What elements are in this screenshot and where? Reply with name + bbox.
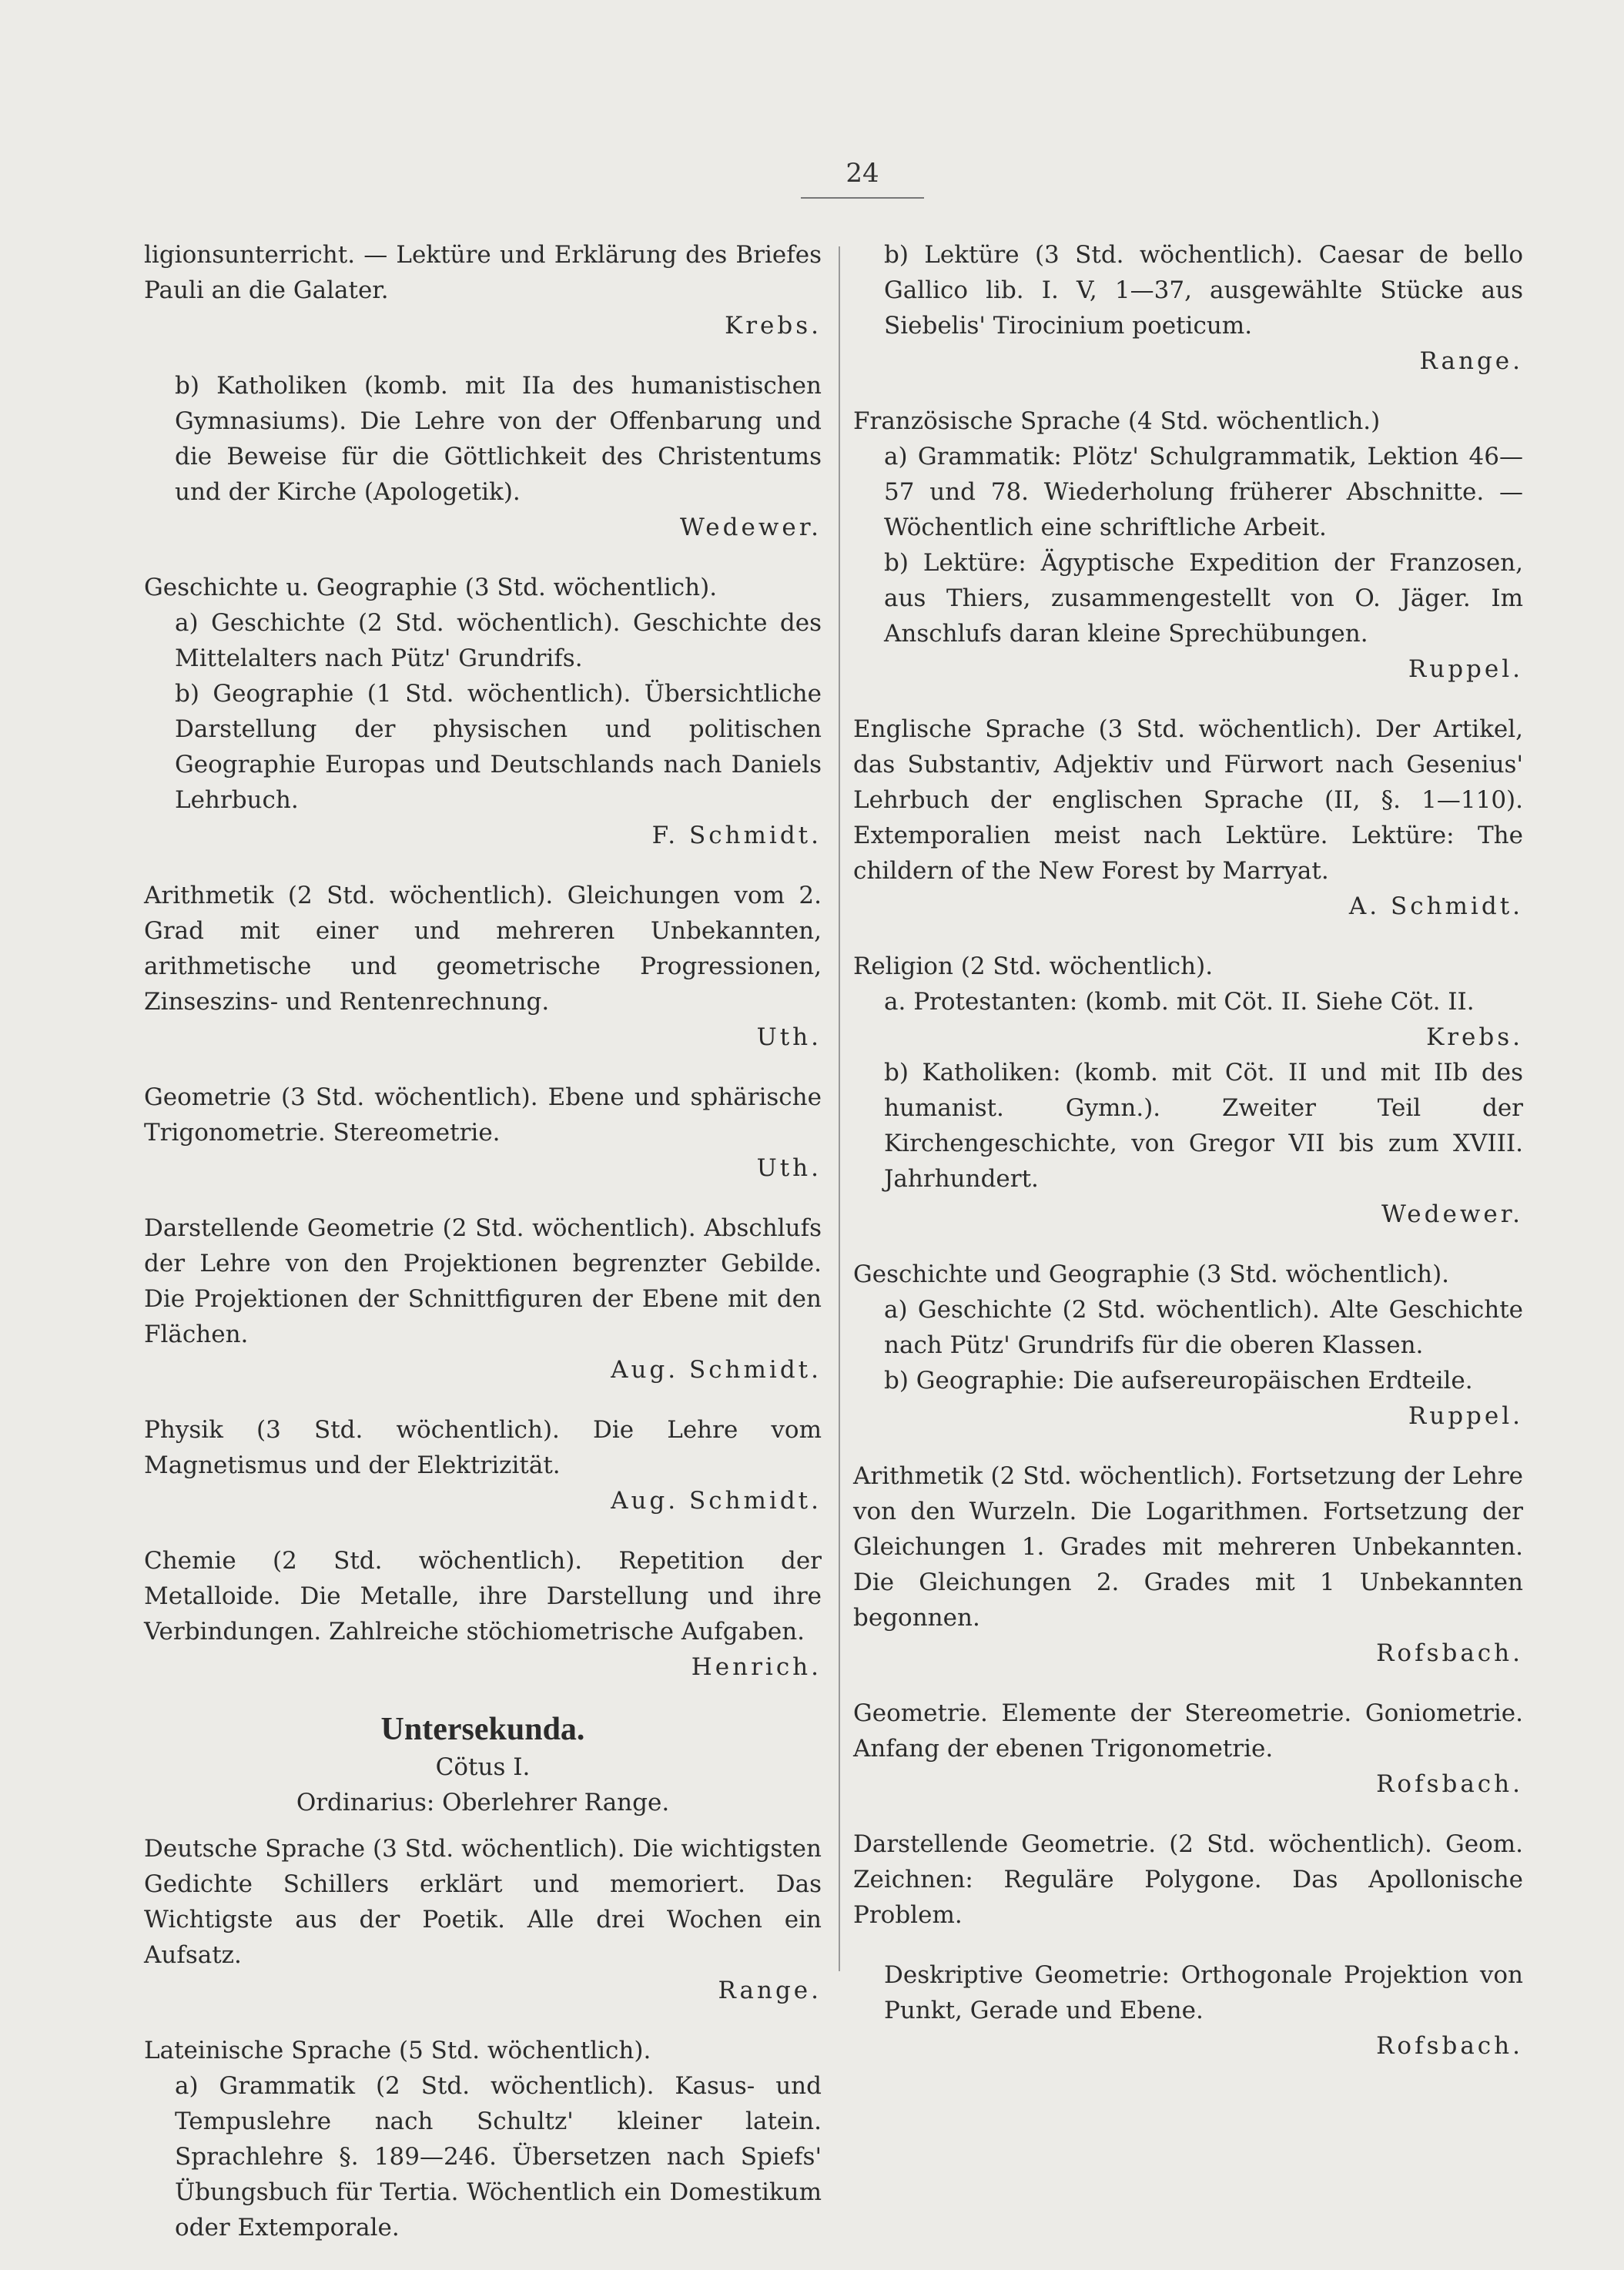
subject-heading: Lateinische Sprache (5 Std. wöchentlich).: [144, 2037, 651, 2064]
paragraph: b) Geographie (1 Std. wöchentlich). Übersichtliche Darstellung der physischen und politischen Geographie Europas und Deutschlands nach Daniels Lehrbuch.: [175, 680, 822, 814]
paragraph: Deskriptive Geometrie: Orthogonale Projektion von Punkt, Gerade und Ebene.: [884, 1961, 1523, 2024]
paragraph: a) Grammatik: Plötz' Schulgrammatik, Lektion 46—57 und 78. Wiederholung früherer Abschnitte. — Wöchentlich eine schriftliche Arbeit.: [884, 443, 1523, 541]
paragraph: Geometrie (3 Std. wöchentlich). Ebene und sphärische Trigonometrie. Stereometrie.: [144, 1083, 822, 1147]
teacher-name: Range.: [718, 1977, 822, 2004]
paragraph: Arithmetik (2 Std. wöchentlich). Gleichungen vom 2. Grad mit einer und mehreren Unbekannten, arithmetische und geometrische Progressionen, Zinseszins- und Rentenrechnung.: [144, 882, 822, 1016]
latin-reading: [853, 237, 1523, 379]
paragraph: Darstellende Geometrie (2 Std. wöchentlich). Abschlufs der Lehre von den Projektionen begrenzter Gebilde. Die Projektionen der Schnittfiguren der Ebene mit den Flächen.: [144, 1214, 822, 1348]
english-language: [853, 711, 1523, 924]
chemistry: [144, 1543, 822, 1685]
column-divider: [839, 246, 840, 1971]
paragraph: b) Geographie: Die aufsereuropäischen Erdteile.: [884, 1367, 1473, 1394]
french-language: [853, 403, 1523, 687]
paragraph: b) Katholiken (komb. mit IIa des humanistischen Gymnasiums). Die Lehre von der Offenbarung und die Beweise für die Göttlichkeit des Christentums und der Kirche (Apologetik).: [175, 372, 822, 506]
teacher-name: Krebs.: [725, 312, 822, 340]
paragraph: b) Lektüre: Ägyptische Expedition der Franzosen, aus Thiers, zusammengestellt von O. Jäger. Im Anschlufs daran kleine Sprechübungen.: [884, 549, 1523, 648]
religion-catholic: [144, 368, 822, 545]
teacher-name: Aug. Schmidt.: [611, 1487, 822, 1515]
descriptive-geometry: [853, 1826, 1523, 1933]
subject-heading: Französische Sprache (4 Std. wöchentlich.): [853, 407, 1381, 435]
paragraph: a. Protestanten: (komb. mit Cöt. II. Siehe Cöt. II.: [884, 988, 1475, 1016]
teacher-name: Rofsbach.: [1376, 1770, 1523, 1798]
paragraph: Englische Sprache (3 Std. wöchentlich). Der Artikel, das Substantiv, Adjektiv und Fürwort nach Gesenius' Lehrbuch der englischen Sprache (II, §. 1—110). Extemporalien meist nach Lektüre. Lektüre: The childern of the New Forest by Marryat.: [853, 715, 1523, 885]
arithmetic: [853, 1458, 1523, 1671]
ordinarius-line: Ordinarius: Oberlehrer Range.: [296, 1789, 670, 1816]
descriptive-geometry-projection: [853, 1957, 1523, 2064]
latin-language: [144, 2033, 822, 2245]
teacher-name: A. Schmidt.: [1348, 892, 1523, 920]
teacher-name: F. Schmidt.: [651, 822, 822, 849]
teacher-name: Wedewer.: [1381, 1200, 1523, 1228]
teacher-name: Ruppel.: [1408, 655, 1523, 683]
history-geography: [853, 1257, 1523, 1434]
section-title: Untersekunda.: [380, 1712, 585, 1747]
paragraph: a) Geschichte (2 Std. wöchentlich). Alte Geschichte nach Pütz' Grundrifs für die oberen Klassen.: [884, 1296, 1523, 1359]
teacher-name: Ruppel.: [1408, 1402, 1523, 1430]
subject-heading: Geschichte und Geographie (3 Std. wöchentlich).: [853, 1261, 1450, 1288]
section-header: [144, 1709, 822, 1820]
left-column: [144, 237, 822, 2270]
paragraph: b) Lektüre (3 Std. wöchentlich). Caesar de bello Gallico lib. I. V, 1—37, ausgewählte Stücke aus Siebelis' Tirocinium poeticum.: [884, 241, 1523, 340]
paragraph: a) Grammatik (2 Std. wöchentlich). Kasus- und Tempuslehre nach Schultz' kleiner latein. Sprachlehre §. 189—246. Übersetzen nach Spiefs' Übungsbuch für Tertia. Wöchentlich ein Domestikum oder Extemporale.: [175, 2072, 822, 2242]
paragraph: Deutsche Sprache (3 Std. wöchentlich). Die wichtigsten Gedichte Schillers erklärt und memoriert. Das Wichtigste aus der Poetik. Alle drei Wochen ein Aufsatz.: [144, 1835, 822, 1969]
religion: [853, 949, 1523, 1232]
arithmetic: [144, 878, 822, 1055]
page-number: 24: [845, 158, 879, 189]
section-subtitle: Cötus I.: [435, 1753, 531, 1781]
religion-evangelical-continuation: [144, 237, 822, 343]
subject-heading: Geschichte u. Geographie (3 Std. wöchentlich).: [144, 574, 718, 601]
paragraph: Physik (3 Std. wöchentlich). Die Lehre vom Magnetismus und der Elektrizität.: [144, 1416, 822, 1479]
subject-heading: Religion (2 Std. wöchentlich).: [853, 953, 1214, 980]
teacher-name: Wedewer.: [679, 514, 822, 541]
history-geography: [144, 570, 822, 853]
teacher-name: Uth.: [756, 1154, 822, 1182]
paragraph: Arithmetik (2 Std. wöchentlich). Fortsetzung der Lehre von den Wurzeln. Die Logarithmen. Fortsetzung der Gleichungen 1. Grades mit mehreren Unbekannten. Die Gleichungen 2. Grades mit 1 Unbekannten begonnen.: [853, 1462, 1523, 1632]
descriptive-geometry: [144, 1210, 822, 1388]
teacher-name: Krebs.: [1426, 1023, 1523, 1051]
geometry: [853, 1696, 1523, 1802]
teacher-name: Rofsbach.: [1376, 2032, 1523, 2060]
geometry: [144, 1080, 822, 1186]
right-column: [853, 237, 1523, 2088]
teacher-name: Aug. Schmidt.: [611, 1356, 822, 1384]
german-language: [144, 1831, 822, 2008]
teacher-name: Range.: [1419, 347, 1523, 375]
paragraph: ligionsunterricht. — Lektüre und Erklärung des Briefes Pauli an die Galater.: [144, 241, 822, 304]
paragraph: Geometrie. Elemente der Stereometrie. Goniometrie. Anfang der ebenen Trigonometrie.: [853, 1699, 1523, 1763]
paragraph: a) Geschichte (2 Std. wöchentlich). Geschichte des Mittelalters nach Pütz' Grundrifs.: [175, 609, 822, 672]
paragraph: Chemie (2 Std. wöchentlich). Repetition der Metalloide. Die Metalle, ihre Darstellung und ihre Verbindungen. Zahlreiche stöchiometrische Aufgaben.: [144, 1547, 822, 1646]
teacher-name: Rofsbach.: [1376, 1639, 1523, 1667]
teacher-name: Uth.: [756, 1023, 822, 1051]
paragraph: Darstellende Geometrie. (2 Std. wöchentlich). Geom. Zeichnen: Reguläre Polygone. Das Apollonische Problem.: [853, 1830, 1523, 1929]
page-number-rule: [801, 197, 924, 199]
teacher-name: Henrich.: [691, 1653, 822, 1681]
physics: [144, 1412, 822, 1518]
paragraph: b) Katholiken: (komb. mit Cöt. II und mit IIb des humanist. Gymn.). Zweiter Teil der Kirchengeschichte, von Gregor VII bis zum XVIII. Jahrhundert.: [884, 1059, 1523, 1193]
